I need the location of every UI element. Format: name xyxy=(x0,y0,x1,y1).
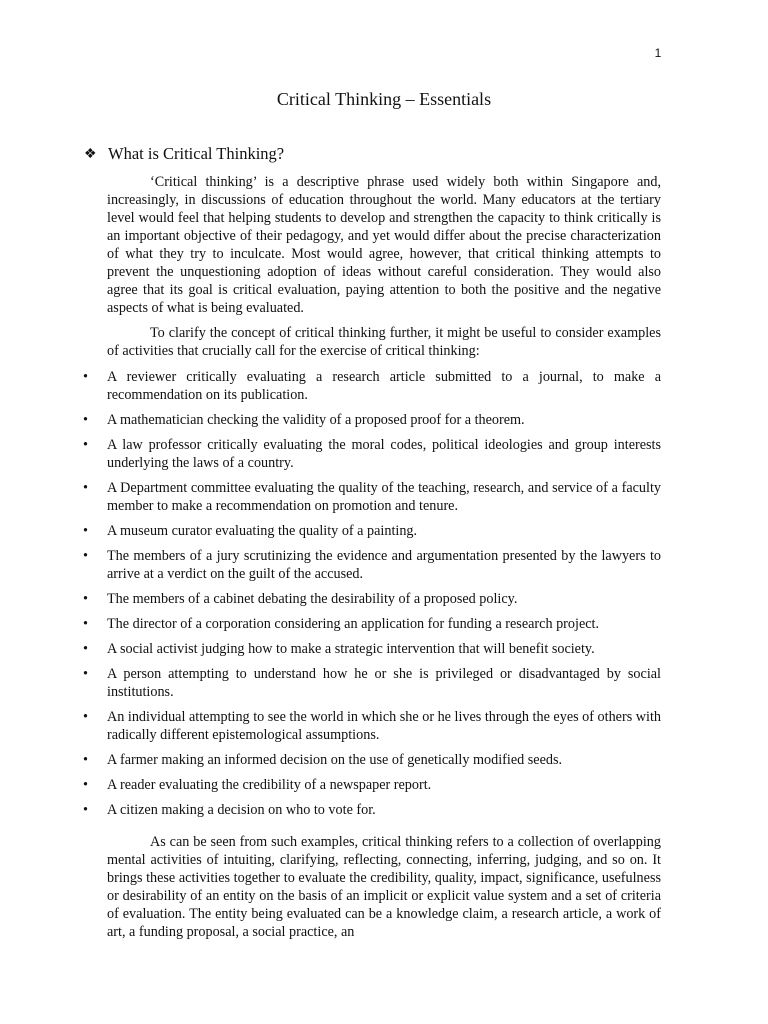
list-item: • The director of a corporation considering an application for funding a research project. xyxy=(83,616,600,632)
list-item: • A reader evaluating the credibility of a newspaper report. xyxy=(83,777,432,793)
list-item: • A farmer making an informed decision on the use of genetically modified seeds. xyxy=(83,752,563,768)
list-item: • A museum curator evaluating the quality of a painting. xyxy=(83,523,418,539)
list-item: • A social activist judging how to make a strategic intervention that will benefit society. xyxy=(83,641,595,657)
list-item: • The members of a jury scrutinizing the evidence and argumentation presented by the lawyers to arrive at a verdict on the guilt of the accused. xyxy=(83,548,661,582)
bullet-dot-icon: • xyxy=(83,591,88,607)
list-item: • The members of a cabinet debating the desirability of a proposed policy. xyxy=(83,591,518,607)
paragraph-definition: ‘Critical thinking’ is a descriptive phrase used widely both within Singapore and, increasingly, in discussions of education throughout the world. Many educators at the tertiary level would feel that helping students to develop and strengthen the capacity to think critically is an important objective of their pedagogy, and yet would differ about the precise characterization of what they try to inculcate. Most would agree, however, that critical thinking attempts to prevent the unquestioning adoption of ideas without careful consideration. They would also agree that its goal is critical evaluation, paying attention to both the positive and the negative aspects of what is being evaluated. xyxy=(107,174,661,316)
bullet-dot-icon: • xyxy=(83,752,88,768)
examples-list xyxy=(80,368,661,826)
paragraph-examples-intro: To clarify the concept of critical thinking further, it might be useful to consider examples of activities that crucially call for the exercise of critical thinking: xyxy=(107,325,661,359)
list-item: • A law professor critically evaluating the moral codes, political ideologies and group interests underlying the laws of a country. xyxy=(83,437,661,471)
bullet-dot-icon: • xyxy=(83,480,88,496)
bullet-dot-icon: • xyxy=(83,369,88,385)
bullet-dot-icon: • xyxy=(83,548,88,564)
list-item: • An individual attempting to see the world in which she or he lives through the eyes of others with radically different epistemological assumptions. xyxy=(83,709,661,743)
bullet-dot-icon: • xyxy=(83,616,88,632)
bullet-dot-icon: • xyxy=(83,802,88,818)
paragraph-summary: As can be seen from such examples, critical thinking refers to a collection of overlapping mental activities of intuiting, clarifying, reflecting, connecting, inferring, judging, and so on. It brings these activities together to evaluate the credibility, quality, impact, significance, usefulness or desirability of an entity on the basis of an implicit or explicit value system and a set of criteria of evaluation. The entity being evaluated can be a knowledge claim, a research article, a work of art, a funding proposal, a social practice, an xyxy=(107,834,661,940)
list-item: • A citizen making a decision on who to vote for. xyxy=(83,802,376,818)
bullet-dot-icon: • xyxy=(83,523,88,539)
bullet-dot-icon: • xyxy=(83,666,88,682)
document-title: Critical Thinking – Essentials xyxy=(276,89,492,109)
section-heading xyxy=(84,144,284,164)
bullet-dot-icon: • xyxy=(83,709,88,725)
section-heading-text: What is Critical Thinking? xyxy=(108,144,285,163)
list-item: • A Department committee evaluating the quality of the teaching, research, and service of a faculty member to make a recommendation on promotion and tenure. xyxy=(83,480,661,514)
list-item: • A person attempting to understand how he or she is privileged or disadvantaged by social institutions. xyxy=(83,666,661,700)
list-item: • A mathematician checking the validity of a proposed proof for a theorem. xyxy=(83,412,525,428)
bullet-dot-icon: • xyxy=(83,437,88,453)
page-number: 1 xyxy=(654,46,662,60)
diamond-bullet-icon: ❖ xyxy=(84,146,97,162)
bullet-dot-icon: • xyxy=(83,777,88,793)
list-item: • A reviewer critically evaluating a research article submitted to a journal, to make a recommendation on its publication. xyxy=(83,369,661,403)
bullet-dot-icon: • xyxy=(83,641,88,657)
bullet-dot-icon: • xyxy=(83,412,88,428)
